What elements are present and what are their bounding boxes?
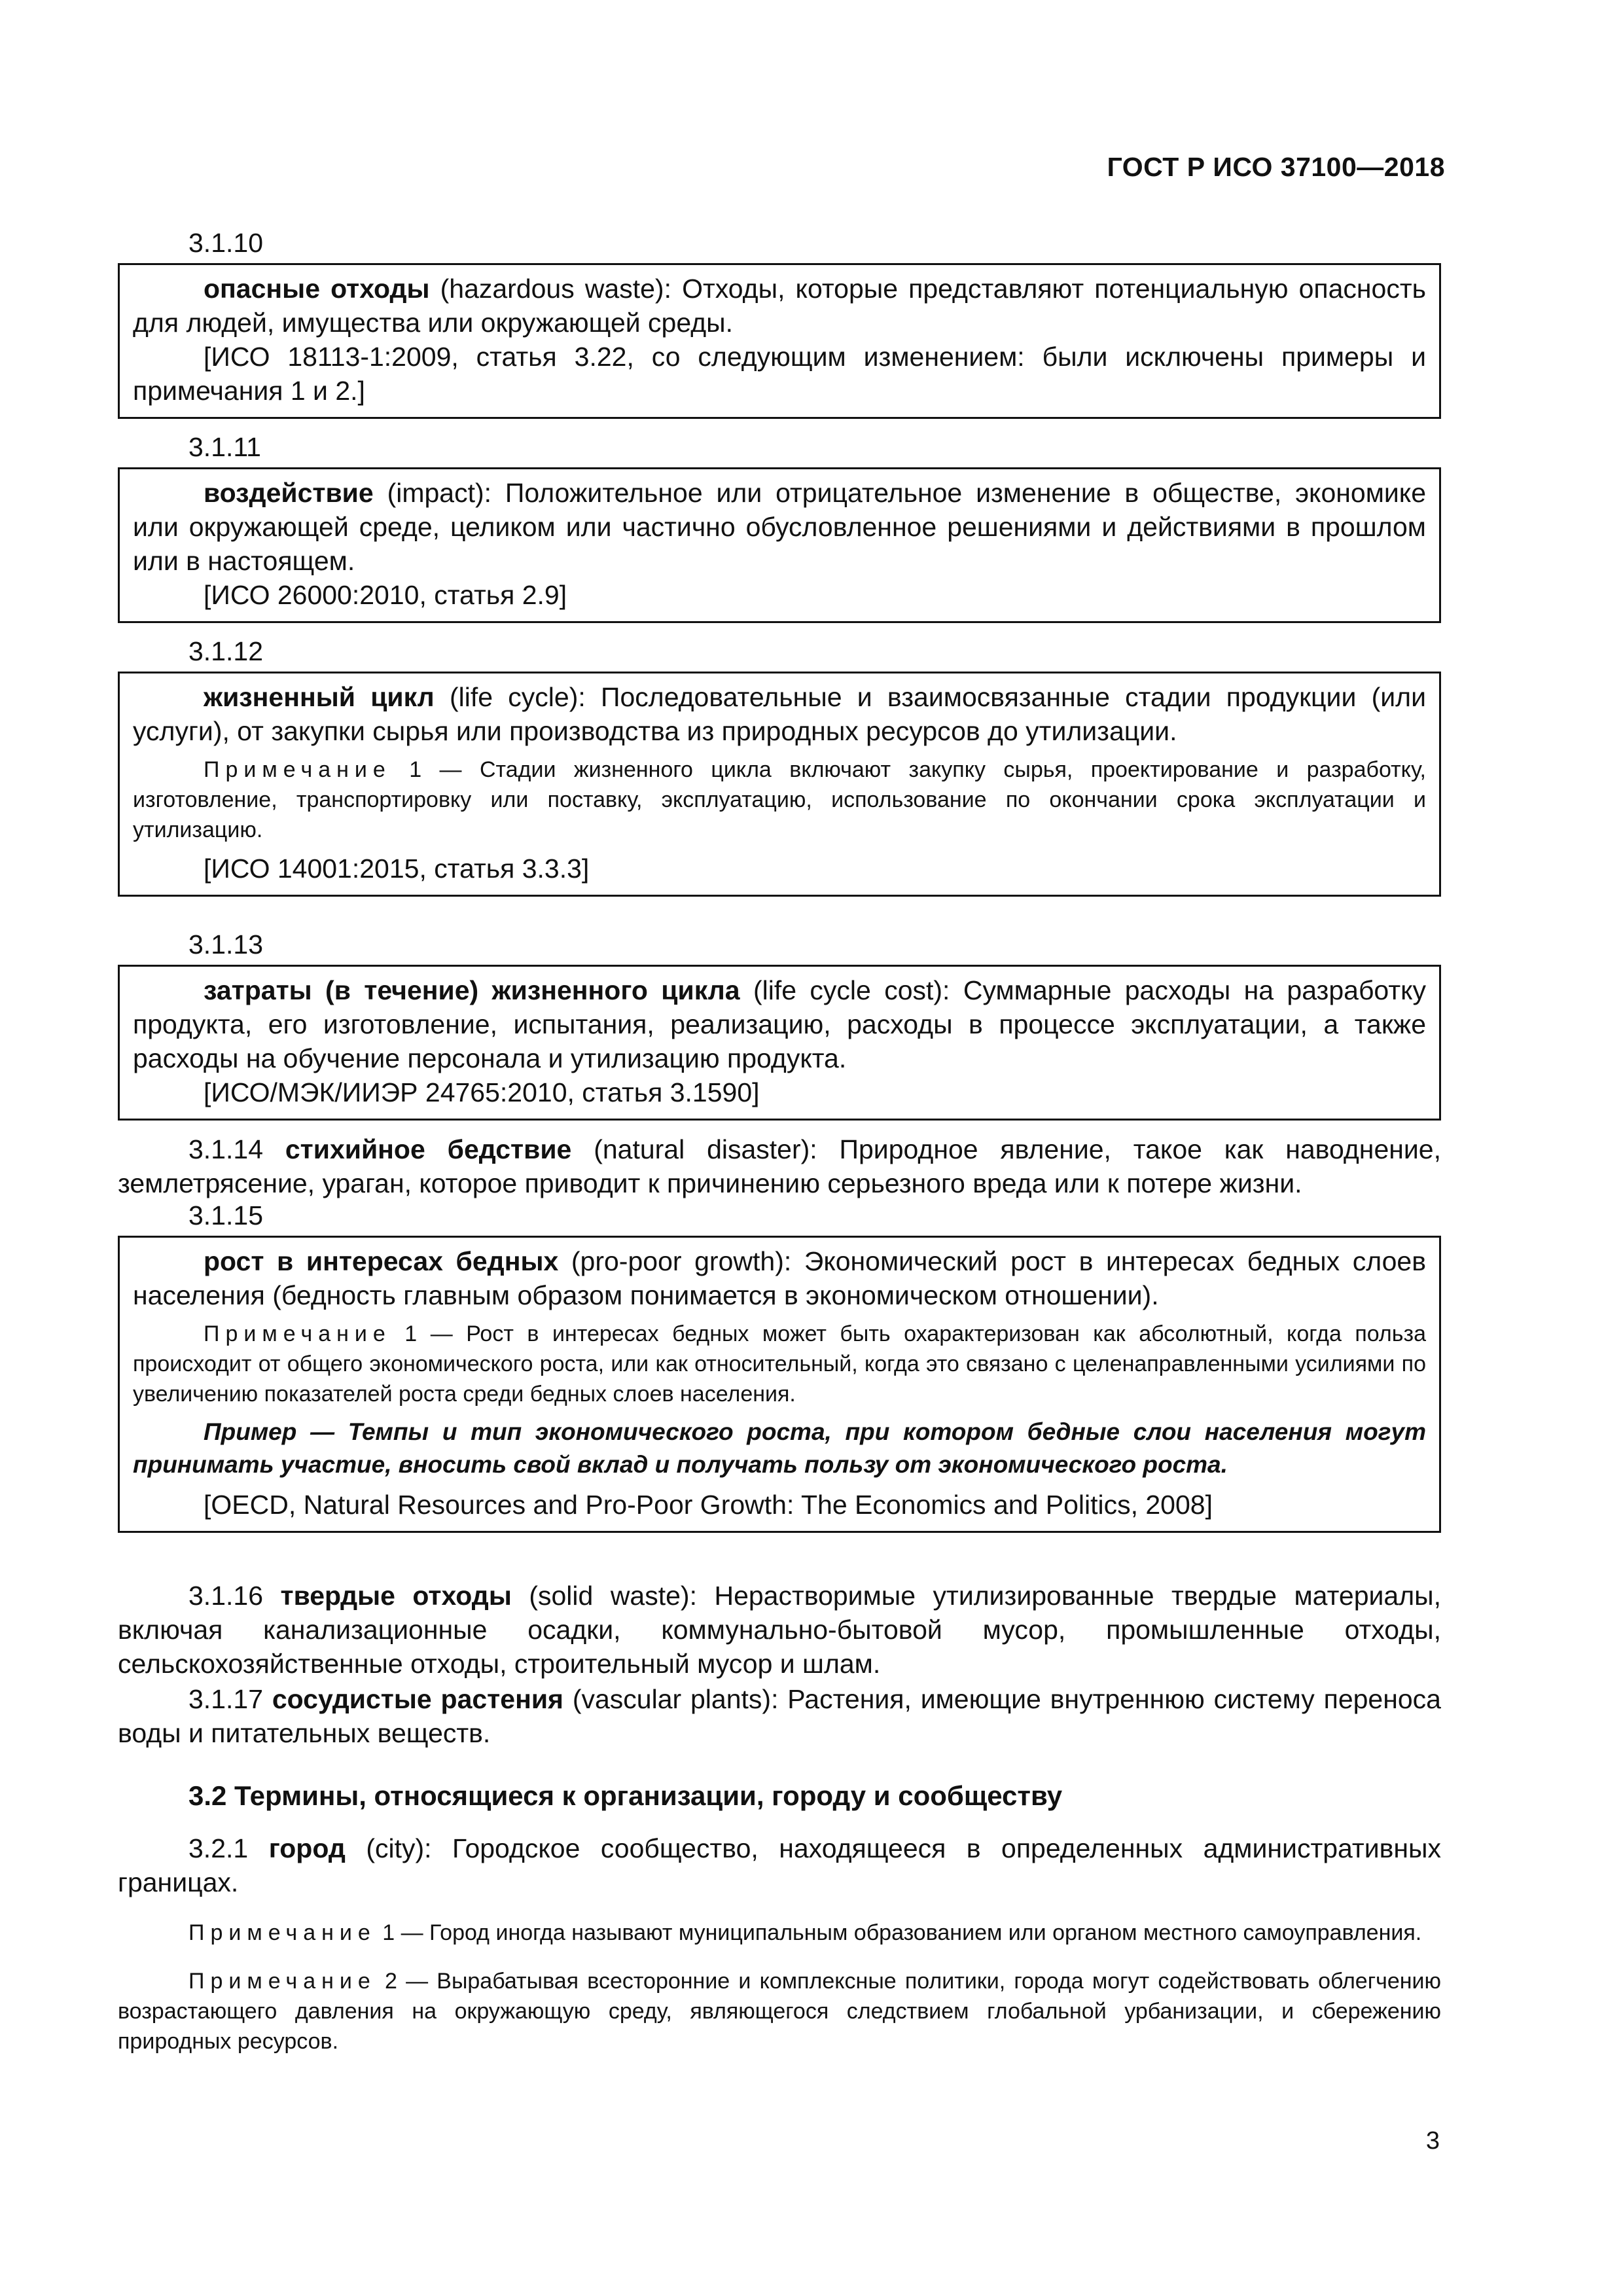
term: рост в интересах бедных xyxy=(204,1246,559,1276)
page-number: 3 xyxy=(1425,2127,1440,2155)
definition: 3.1.17 сосудистые растения (vascular plants): Растения, имеющие внутреннюю систему переноса воды и питательных веществ. xyxy=(118,1684,1441,1748)
definition: 3.1.16 твердые отходы (solid waste): Нерастворимые утилизированные твердые материалы, включая канализационные осадки, коммунально-бытовой мусор, промышленные отходы, сельскохозяйственные отходы, строительный мусор и шлам. xyxy=(118,1581,1441,1679)
entry-number: 3.1.14 xyxy=(188,1134,263,1164)
note-label: Примечание xyxy=(188,1920,376,1945)
term-box-3-1-10 xyxy=(118,263,1441,419)
definition: рост в интересах бедных (pro-poor growth): Экономический рост в интересах бедных слоев населения (бедность главным образом понимается в экономическом отношении). xyxy=(133,1246,1426,1310)
definition: жизненный цикл (life cycle): Последовательные и взаимосвязанные стадии продукции (или услуги), от закупки сырья или производства из природных ресурсов до утилизации. xyxy=(133,682,1426,746)
term: опасные отходы xyxy=(204,274,430,304)
note: Примечание 1 — Город иногда называют муниципальным образованием или органом местного самоуправления. xyxy=(188,1920,1422,1945)
entry-number: 3.1.15 xyxy=(188,1200,263,1230)
entry-number: 3.1.11 xyxy=(188,432,261,462)
term: воздействие xyxy=(204,478,374,508)
note: Примечание 1 — Рост в интересах бедных может быть охарактеризован как абсолютный, когда польза происходит от общего экономического роста, или как относительный, когда это связано с целенаправленными усилиями по увеличению показателей роста среди бедных слоев населения. xyxy=(133,1321,1426,1407)
note: Примечание 1 — Стадии жизненного цикла включают закупку сырья, проектирование и разработку, изготовление, транспортировку или поставку, эксплуатацию, использование по окончании срока эксплуатации и утилизацию. xyxy=(133,757,1426,842)
entry-number: 3.1.17 xyxy=(188,1684,263,1714)
section-heading xyxy=(118,1779,1441,1813)
term-entry-3-1-14 xyxy=(118,1132,1441,1200)
entry-number: 3.1.13 xyxy=(188,929,263,960)
example: Пример — Темпы и тип экономического роста, при котором бедные слои населения могут принимать участие, вносить свой вклад и получать пользу от экономического роста. xyxy=(133,1418,1426,1478)
definition: 3.1.14 стихийное бедствие (natural disaster): Природное явление, такое как наводнение, землетрясение, ураган, которое приводит к причинению серьезного вреда или к потере жизни. xyxy=(118,1134,1441,1198)
entry-number: 3.1.12 xyxy=(188,636,263,666)
definition: воздействие (impact): Положительное или отрицательное изменение в обществе, экономике или окружающей среде, целиком или частично обусловленное решениями и действиями в прошлом или в настоящем. xyxy=(133,478,1426,576)
term: стихийное бедствие xyxy=(285,1134,572,1164)
definition: опасные отходы (hazardous waste): Отходы, которые представляют потенциальную опасность для людей, имущества или окружающей среды. xyxy=(133,274,1426,338)
term-box-3-1-13 xyxy=(118,965,1441,1121)
source-reference: [ИСО/МЭК/ИИЭР 24765:2010, статья 3.1590] xyxy=(204,1077,760,1107)
source-reference: [ИСО 18113-1:2009, статья 3.22, со следующим изменением: были исключены примеры и примечания 1 и 2.] xyxy=(133,342,1426,406)
term-box-3-1-15 xyxy=(118,1236,1441,1533)
entry-number: 3.1.16 xyxy=(188,1581,263,1611)
term: сосудистые растения xyxy=(272,1684,563,1714)
term: твердые отходы xyxy=(280,1581,512,1611)
section-title: 3.2 Термины, относящиеся к организации, городу и сообществу xyxy=(188,1780,1063,1811)
source-reference: [ИСО 14001:2015, статья 3.3.3] xyxy=(204,853,590,884)
term-entry-3-1-16 xyxy=(118,1579,1441,1681)
note-label: Примечание xyxy=(204,1321,391,1346)
source-reference: [ИСО 26000:2010, статья 2.9] xyxy=(204,580,567,610)
note: Примечание 2 — Вырабатывая всесторонние и комплексные политики, города могут содействовать облегчению возрастающего давления на окружающую среду, являющегося следствием глобальной урбанизации, и сбережению природных ресурсов. xyxy=(118,1969,1441,2054)
source-reference: [OECD, Natural Resources and Pro-Poor Growth: The Economics and Politics, 2008] xyxy=(204,1490,1213,1520)
definition: затраты (в течение) жизненного цикла (life cycle cost): Суммарные расходы на разработку продукта, его изготовление, испытания, реализацию, расходы в процессе эксплуатации, а также расходы на обучение персонала и утилизацию продукта. xyxy=(133,975,1427,1073)
note-label: Примечание xyxy=(204,757,391,782)
definition: 3.2.1 город (city): Городское сообщество, находящееся в определенных административных границах. xyxy=(118,1833,1441,1897)
term-box-3-1-11 xyxy=(118,467,1441,623)
term: город xyxy=(268,1833,346,1863)
term: затраты (в течение) жизненного цикла xyxy=(204,975,740,1005)
document-header: ГОСТ Р ИСО 37100—2018 xyxy=(1107,152,1445,182)
term-entry-3-2-1 xyxy=(118,1831,1441,2063)
term-box-3-1-12 xyxy=(118,672,1441,897)
entry-number: 3.2.1 xyxy=(188,1833,249,1863)
note-label: Примечание xyxy=(188,1969,376,1994)
term: жизненный цикл xyxy=(204,682,435,712)
term-entry-3-1-17 xyxy=(118,1682,1441,1750)
entry-number: 3.1.10 xyxy=(188,228,263,258)
